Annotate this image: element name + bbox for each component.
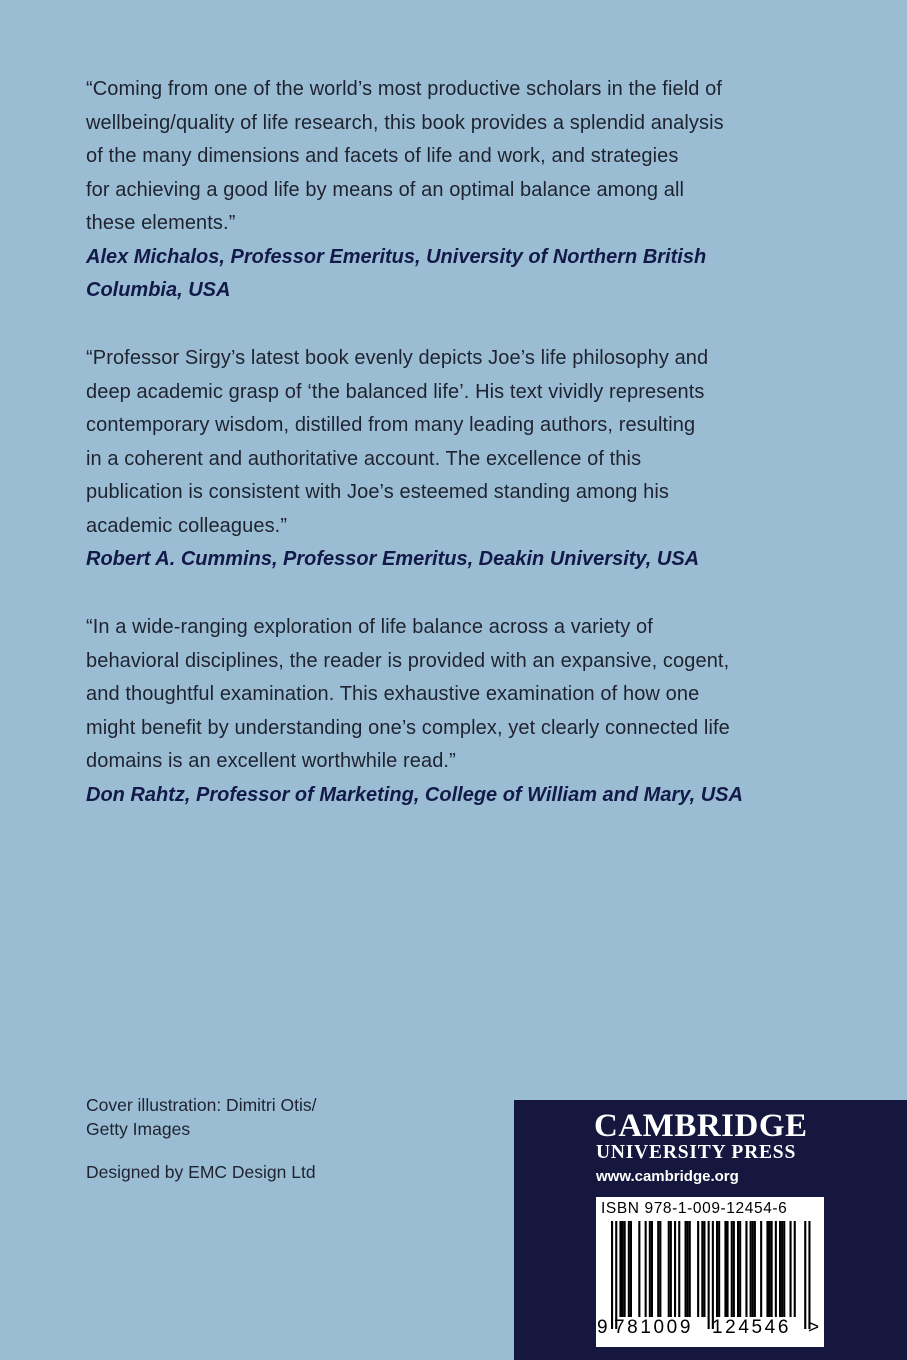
quote-line: “In a wide-ranging exploration of life balance across a variety of	[86, 616, 653, 638]
quote-2-attribution	[86, 543, 831, 577]
publisher-logo-name: CAMBRIDGE	[594, 1108, 808, 1144]
publisher-url: www.cambridge.org	[596, 1168, 739, 1185]
publisher-logo-sub: UNIVERSITY PRESS	[596, 1142, 797, 1163]
quote-1-text	[86, 73, 831, 241]
barcode-guard-bar	[808, 1221, 810, 1329]
barcode-bar	[638, 1221, 640, 1317]
barcode-bar	[645, 1221, 647, 1317]
barcode-bar	[651, 1221, 653, 1317]
barcode-bar	[752, 1221, 754, 1317]
quote-line: these elements.”	[86, 212, 236, 234]
barcode-bar	[781, 1221, 783, 1317]
barcode-bar	[769, 1221, 771, 1317]
barcode-bar	[727, 1221, 729, 1317]
barcode-guard-bar	[804, 1221, 806, 1329]
quote-line: academic colleagues.”	[86, 514, 288, 537]
barcode-bar	[628, 1221, 630, 1317]
barcode-bar	[731, 1221, 733, 1317]
barcode-bar	[674, 1221, 676, 1317]
barcode-guard-bar	[712, 1221, 714, 1329]
barcode-bar	[737, 1221, 739, 1317]
quote-3	[86, 611, 831, 812]
barcode-bar	[697, 1221, 699, 1317]
barcode-digit-group-left: 781009	[614, 1317, 694, 1338]
quote-line: in a coherent and authoritative account. The excellence of this	[86, 447, 642, 470]
quote-line: contemporary wisdom, distilled from many leading authors, resulting	[86, 414, 696, 436]
quote-1	[86, 73, 831, 308]
barcode-bar	[771, 1221, 773, 1317]
barcode-card	[596, 1197, 824, 1347]
barcode-bar	[766, 1221, 768, 1317]
barcode-bar	[678, 1221, 680, 1317]
barcode-bar	[760, 1221, 762, 1317]
quote-1-attribution	[86, 241, 831, 308]
barcode-guard-bar	[611, 1221, 613, 1329]
barcode-bar	[630, 1221, 632, 1317]
quote-line: “Professor Sirgy’s latest book evenly depicts Joe’s life philosophy and	[86, 347, 709, 369]
barcode-bar	[745, 1221, 747, 1317]
isbn-label: ISBN 978-1-009-12454-6	[601, 1200, 788, 1217]
attribution-line: Alex Michalos, Professor Emeritus, University of Northern British	[86, 245, 707, 268]
barcode-bar	[624, 1221, 626, 1317]
quote-2-text	[86, 342, 831, 543]
barcode-bar	[687, 1221, 689, 1317]
barcode-bar	[670, 1221, 672, 1317]
barcode-bar	[739, 1221, 741, 1317]
barcode-bar	[733, 1221, 735, 1317]
quote-line: of the many dimensions and facets of life and work, and strategies	[86, 145, 679, 167]
barcode-bar	[724, 1221, 726, 1317]
barcode-guard-bar	[708, 1221, 710, 1329]
barcode-bar	[701, 1221, 703, 1317]
barcode-bar	[657, 1221, 659, 1317]
barcode-bar	[775, 1221, 777, 1317]
quote-2	[86, 342, 831, 577]
barcode-bar	[668, 1221, 670, 1317]
barcode-bar	[659, 1221, 661, 1317]
barcode-bar	[754, 1221, 756, 1317]
barcode-bar	[750, 1221, 752, 1317]
attribution-line: Don Rahtz, Professor of Marketing, College of William and Mary, USA	[86, 783, 743, 806]
barcode-bar	[783, 1221, 785, 1317]
barcode-bar	[790, 1221, 792, 1317]
cover-credits	[86, 1094, 316, 1185]
quote-line: publication is consistent with Joe’s esteemed standing among his	[86, 481, 670, 503]
barcode-bar	[794, 1221, 796, 1317]
barcode-guard-bar	[615, 1221, 617, 1329]
quote-line: for achieving a good life by means of an optimal balance among all	[86, 178, 685, 201]
barcode-lead-digit: 9	[597, 1317, 608, 1338]
quote-3-attribution	[86, 779, 831, 813]
illustration-credit-line: Cover illustration: Dimitri Otis/	[86, 1095, 317, 1115]
quote-line: might benefit by understanding one’s complex, yet clearly connected life	[86, 716, 730, 739]
barcode-bar	[649, 1221, 651, 1317]
barcode-bar	[718, 1221, 720, 1317]
quote-line: domains is an excellent worthwhile read.”	[86, 750, 456, 772]
quote-line: wellbeing/quality of life research, this book provides a splendid analysis	[86, 111, 724, 134]
barcode-digit-group-right: 124546	[712, 1317, 792, 1338]
quote-3-text	[86, 611, 831, 779]
designer-credit: Designed by EMC Design Ltd	[86, 1162, 316, 1182]
barcode-bar	[689, 1221, 691, 1317]
barcode-bar	[703, 1221, 705, 1317]
quote-line: “Coming from one of the world’s most productive scholars in the field of	[86, 78, 723, 100]
illustration-credit-line: Getty Images	[86, 1118, 191, 1139]
quote-line: deep academic grasp of ‘the balanced life’. His text vividly represents	[86, 380, 705, 403]
barcode-bar	[685, 1221, 687, 1317]
publisher-box	[514, 1100, 907, 1360]
barcode-bar	[779, 1221, 781, 1317]
barcode-digits	[596, 1317, 824, 1345]
barcode-quiet-zone-mark: >	[808, 1317, 820, 1338]
quote-line: and thoughtful examination. This exhaustive examination of how one	[86, 683, 700, 705]
barcode-bar	[716, 1221, 718, 1317]
barcode-bar	[622, 1221, 624, 1317]
quote-line: behavioral disciplines, the reader is provided with an expansive, cogent,	[86, 649, 730, 672]
attribution-line: Columbia, USA	[86, 279, 231, 301]
attribution-line: Robert A. Cummins, Professor Emeritus, Deakin University, USA	[86, 548, 700, 570]
barcode-bar	[619, 1221, 621, 1317]
